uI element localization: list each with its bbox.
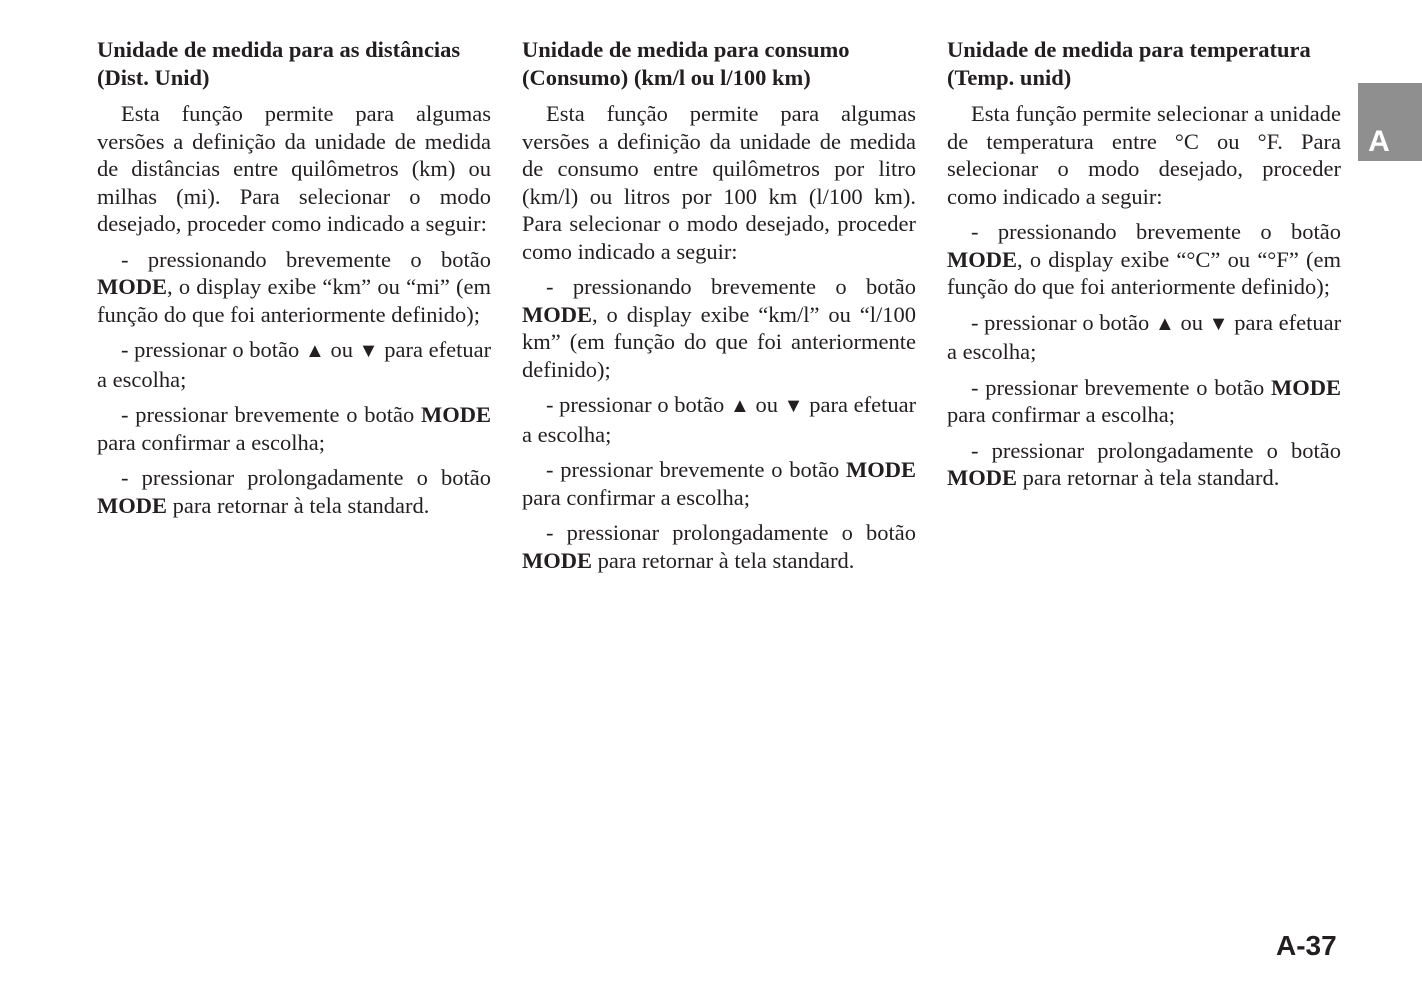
step-3-paragraph: - pressionar brevemente o botão MODE para confirmar a escolha;	[522, 457, 916, 510]
heading-consumption-unit: Unidade de medida para consumo (Consumo) (km/l ou l/100 km)	[522, 37, 850, 90]
down-arrow-icon: ▼	[358, 340, 379, 362]
mode-button-label: MODE	[1271, 374, 1341, 400]
heading-distance-unit: Unidade de medida para as distâncias (Dist. Unid)	[97, 37, 461, 90]
mode-button-label: MODE	[522, 547, 592, 573]
mode-button-label: MODE	[522, 301, 592, 327]
step-2-paragraph: - pressionar o botão ▲ ou ▼ para efetuar a escolha;	[947, 309, 1342, 364]
mode-button-label: MODE	[97, 274, 167, 299]
mode-button-label: MODE	[947, 465, 1017, 490]
step-1-paragraph: - pressionando brevemente o botão MODE, o display exibe “°C” ou “°F” (em função do que foi anteriormente definido);	[947, 219, 1341, 299]
mode-button-label: MODE	[97, 492, 167, 518]
intro-paragraph: Esta função permite para algumas versões a definição da unidade de medida de consumo entre quilômetros por litro (km/l) ou litros por 100 km (l/100 km). Para selecionar o modo desejado, proceder como indicado a seguir:	[522, 101, 916, 264]
heading-temperature-unit: Unidade de medida para temperatura (Temp. unid)	[947, 37, 1311, 90]
mode-button-label: MODE	[947, 246, 1017, 272]
down-arrow-icon: ▼	[1208, 312, 1229, 335]
section-tab-label: A	[1368, 125, 1390, 158]
mode-button-label: MODE	[846, 457, 916, 482]
column-temperature-unit	[947, 36, 1341, 500]
up-arrow-icon: ▲	[304, 340, 325, 362]
column-distance-unit	[97, 36, 491, 527]
step-4-paragraph: - pressionar prolongadamente o botão MODE para retornar à tela standard.	[947, 437, 1341, 490]
intro-paragraph: Esta função permite para algumas versões a definição da unidade de medida de distâncias entre quilômetros (km) ou milhas (mi). Para selecionar o modo desejado, proceder como indicado a seguir:	[97, 101, 491, 236]
step-4-paragraph: - pressionar prolongadamente o botão MODE para retornar à tela standard.	[522, 520, 916, 573]
up-arrow-icon: ▲	[1154, 312, 1175, 335]
step-2-paragraph: - pressionar o botão ▲ ou ▼ para efetuar a escolha;	[97, 337, 492, 392]
step-1-paragraph: - pressionando brevemente o botão MODE, o display exibe “km/l” ou “l/100 km” (em função do que foi anteriormente definido);	[522, 274, 916, 382]
section-tab	[1358, 83, 1422, 161]
mode-button-label: MODE	[421, 402, 491, 427]
step-4-paragraph: - pressionar prolongadamente o botão MODE para retornar à tela standard.	[97, 465, 491, 518]
step-1-paragraph: - pressionando brevemente o botão MODE, o display exibe “km” ou “mi” (em função do que foi anteriormente definido);	[97, 246, 491, 327]
intro-paragraph: Esta função permite selecionar a unidade de temperatura entre °C ou °F. Para selecionar o modo desejado, proceder como indicado a seguir:	[947, 101, 1341, 209]
step-2-paragraph: - pressionar o botão ▲ ou ▼ para efetuar a escolha;	[522, 392, 917, 447]
page-number: A-37	[1276, 930, 1337, 961]
column-consumption-unit	[522, 36, 916, 582]
step-3-paragraph: - pressionar brevemente o botão MODE para confirmar a escolha;	[97, 402, 491, 455]
step-3-paragraph: - pressionar brevemente o botão MODE para confirmar a escolha;	[947, 374, 1341, 427]
up-arrow-icon: ▲	[729, 395, 750, 417]
down-arrow-icon: ▼	[783, 395, 804, 417]
